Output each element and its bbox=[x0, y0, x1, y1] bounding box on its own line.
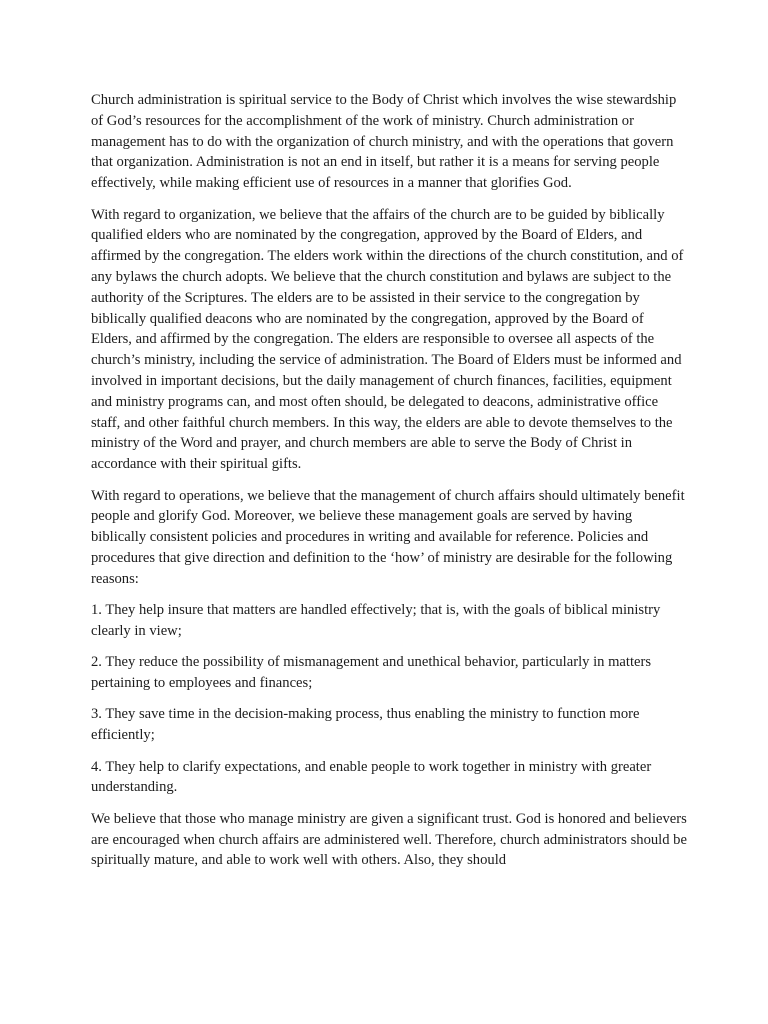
list-item-reason-2: 2. They reduce the possibility of mismanagement and unethical behavior, particularly in matters pertaining to employees and finances; bbox=[91, 654, 652, 692]
list-item-reason-3: 3. They save time in the decision-making process, thus enabling the ministry to function more efficiently; bbox=[91, 706, 640, 744]
paragraph-operations: With regard to operations, we believe that the management of church affairs should ultimately benefit people and glorify God. Moreover, we believe these management goals are served by having biblically consistent policies and procedures in writing and available for reference. Policies and procedures that give direction and definition to the ‘how’ of ministry are desirable for the following reasons: bbox=[91, 487, 685, 587]
paragraph-trust: We believe that those who manage ministry are given a significant trust. God is honored and believers are encouraged when church affairs are administered well. Therefore, church administrators should be spiritually mature, and able to work well with others. Also, they should bbox=[91, 810, 687, 869]
document-body bbox=[91, 90, 687, 882]
list-item-reason-1: 1. They help insure that matters are handled effectively; that is, with the goals of biblical ministry clearly in view; bbox=[91, 602, 661, 639]
paragraph-organization: With regard to organization, we believe that the affairs of the church are to be guided by biblically qualified elders who are nominated by the congregation, approved by the Board of Elders, and affirmed by the congregation. The elders work within the directions of the church constitution, and of any bylaws the church adopts. We believe that the church constitution and bylaws are subject to the authority of the Scriptures. The elders are to be assisted in their service to the congregation by biblically qualified deacons who are nominated by the congregation, approved by the Board of Elders, and affirmed by the congregation. The elders are responsible to oversee all aspects of the church’s ministry, including the service of administration. The Board of Elders must be informed and involved in important decisions, but the daily management of church finances, facilities, equipment and ministry programs can, and most often should, be delegated to deacons, administrative office staff, and other faithful church members. In this way, the elders are able to devote themselves to the ministry of the Word and prayer, and church members are able to serve the Body of Christ in accordance with their spiritual gifts. bbox=[91, 206, 684, 473]
paragraph-introduction: Church administration is spiritual service to the Body of Christ which involves the wise stewardship of God’s resources for the accomplishment of the work of ministry. Church administration or management has to do with the organization of church ministry, and with the operations that govern that organization. Administration is not an end in itself, but rather it is a means for serving people effectively, while making efficient use of resources in a manner that glorifies God. bbox=[91, 92, 677, 192]
list-item-reason-4: 4. They help to clarify expectations, and enable people to work together in ministry with greater understanding. bbox=[91, 758, 652, 796]
